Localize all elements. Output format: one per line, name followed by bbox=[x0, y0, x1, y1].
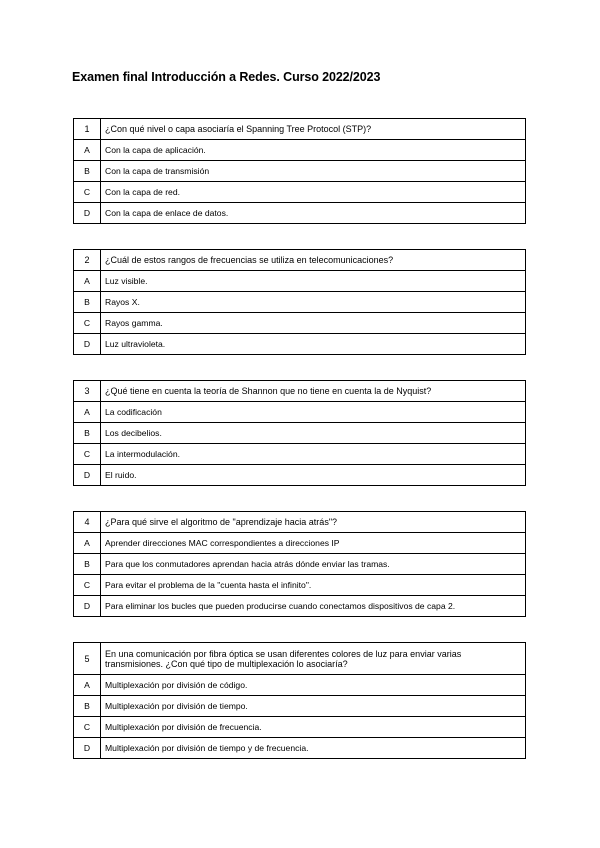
option-text: Para evitar el problema de la "cuenta hasta el infinito". bbox=[101, 575, 526, 596]
option-text: El ruido. bbox=[101, 465, 526, 486]
question-number: 2 bbox=[74, 250, 101, 271]
question-number: 1 bbox=[74, 119, 101, 140]
question-table-5 bbox=[73, 642, 526, 759]
option-letter: B bbox=[74, 554, 101, 575]
question-text: ¿Para qué sirve el algoritmo de "aprendizaje hacia atrás"? bbox=[101, 512, 526, 533]
question-row bbox=[74, 250, 526, 271]
option-letter: D bbox=[74, 334, 101, 355]
option-row bbox=[74, 533, 526, 554]
question-table-3 bbox=[73, 380, 526, 486]
option-letter: A bbox=[74, 140, 101, 161]
option-letter: C bbox=[74, 717, 101, 738]
option-row bbox=[74, 554, 526, 575]
option-letter: D bbox=[74, 203, 101, 224]
option-text: Los decibelios. bbox=[101, 423, 526, 444]
option-row bbox=[74, 161, 526, 182]
option-row bbox=[74, 717, 526, 738]
option-row bbox=[74, 465, 526, 486]
option-row bbox=[74, 271, 526, 292]
option-text: Rayos gamma. bbox=[101, 313, 526, 334]
option-letter: A bbox=[74, 675, 101, 696]
option-row bbox=[74, 334, 526, 355]
option-row bbox=[74, 738, 526, 759]
option-text: Rayos X. bbox=[101, 292, 526, 313]
option-row bbox=[74, 402, 526, 423]
option-row bbox=[74, 203, 526, 224]
option-letter: C bbox=[74, 313, 101, 334]
option-text: Para que los conmutadores aprendan hacia atrás dónde enviar las tramas. bbox=[101, 554, 526, 575]
option-row bbox=[74, 313, 526, 334]
question-text: ¿Qué tiene en cuenta la teoría de Shannon que no tiene en cuenta la de Nyquist? bbox=[101, 381, 526, 402]
option-row bbox=[74, 575, 526, 596]
option-letter: C bbox=[74, 182, 101, 203]
option-letter: D bbox=[74, 465, 101, 486]
option-letter: B bbox=[74, 696, 101, 717]
option-text: Con la capa de red. bbox=[101, 182, 526, 203]
option-row bbox=[74, 423, 526, 444]
option-text: Multiplexación por división de código. bbox=[101, 675, 526, 696]
option-row bbox=[74, 696, 526, 717]
option-row bbox=[74, 596, 526, 617]
option-row bbox=[74, 182, 526, 203]
option-text: Con la capa de aplicación. bbox=[101, 140, 526, 161]
option-letter: A bbox=[74, 271, 101, 292]
question-row bbox=[74, 512, 526, 533]
option-text: Multiplexación por división de tiempo y de frecuencia. bbox=[101, 738, 526, 759]
option-letter: C bbox=[74, 575, 101, 596]
question-number: 5 bbox=[74, 643, 101, 675]
question-number: 3 bbox=[74, 381, 101, 402]
question-number: 4 bbox=[74, 512, 101, 533]
option-row bbox=[74, 292, 526, 313]
option-text: Luz visible. bbox=[101, 271, 526, 292]
option-row bbox=[74, 444, 526, 465]
option-letter: B bbox=[74, 161, 101, 182]
question-table-1 bbox=[73, 118, 526, 224]
question-text: ¿Cuál de estos rangos de frecuencias se utiliza en telecomunicaciones? bbox=[101, 250, 526, 271]
option-letter: D bbox=[74, 596, 101, 617]
option-text: La intermodulación. bbox=[101, 444, 526, 465]
option-letter: D bbox=[74, 738, 101, 759]
option-row bbox=[74, 675, 526, 696]
question-row bbox=[74, 119, 526, 140]
option-letter: B bbox=[74, 292, 101, 313]
option-text: Multiplexación por división de tiempo. bbox=[101, 696, 526, 717]
question-table-4 bbox=[73, 511, 526, 617]
option-row bbox=[74, 140, 526, 161]
document-title: Examen final Introducción a Redes. Curso 2022/2023 bbox=[72, 70, 381, 84]
option-text: Con la capa de transmisión bbox=[101, 161, 526, 182]
option-text: Multiplexación por división de frecuencia. bbox=[101, 717, 526, 738]
option-text: Con la capa de enlace de datos. bbox=[101, 203, 526, 224]
question-row bbox=[74, 643, 526, 675]
option-text: La codificación bbox=[101, 402, 526, 423]
option-letter: A bbox=[74, 402, 101, 423]
option-text: Luz ultravioleta. bbox=[101, 334, 526, 355]
question-row bbox=[74, 381, 526, 402]
option-text: Para eliminar los bucles que pueden producirse cuando conectamos dispositivos de capa 2. bbox=[101, 596, 526, 617]
option-letter: C bbox=[74, 444, 101, 465]
question-text: En una comunicación por fibra óptica se usan diferentes colores de luz para enviar varias transmisiones. ¿Con qué tipo de multiplexación lo asociaría? bbox=[101, 643, 526, 675]
option-letter: B bbox=[74, 423, 101, 444]
question-table-2 bbox=[73, 249, 526, 355]
question-text: ¿Con qué nivel o capa asociaría el Spanning Tree Protocol (STP)? bbox=[101, 119, 526, 140]
option-letter: A bbox=[74, 533, 101, 554]
option-text: Aprender direcciones MAC correspondientes a direcciones IP bbox=[101, 533, 526, 554]
